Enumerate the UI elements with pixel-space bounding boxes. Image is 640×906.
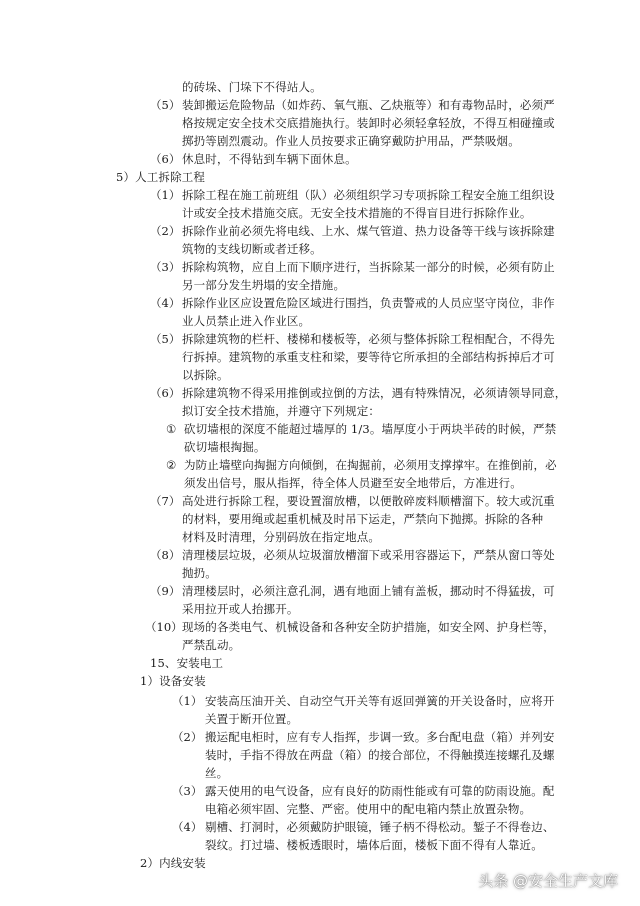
text-line: 为防止墙壁向掏掘方向倾倒，在掏掘前，必须用支撑撑牢。在推倒前，必	[184, 458, 557, 472]
item-number: （2）	[172, 730, 203, 744]
text-line: 拟订安全技术措施，并遵守下列规定：	[182, 404, 381, 418]
text-line: 搬运配电柜时，应有专人指挥，步调一致。多台配电盘（箱）并列安	[205, 730, 555, 744]
text-line: 严禁乱动。	[182, 638, 241, 652]
item-number: （4）	[150, 296, 181, 310]
item-number: （3）	[172, 784, 203, 798]
item-number: （8）	[150, 548, 181, 562]
text-line: 丝。	[205, 766, 229, 780]
watermark: 头条 @安全生产文库	[478, 872, 618, 890]
text-line: 行拆掉。建筑物的承重支柱和梁，要等待它所承担的全部结构拆掉后才可	[182, 350, 555, 364]
text-line: 业人员禁止进入作业区。	[182, 314, 311, 328]
text-line: 筑物的支线切断或者迁移。	[182, 242, 322, 256]
subsection-heading: 1）设备安装	[140, 674, 206, 688]
text-line: 剔槽、打洞时，必须戴防护眼镜，锤子柄不得松动。錾子不得卷边、	[205, 820, 555, 834]
text-line: 采用拉开或人抬挪开。	[182, 602, 299, 616]
text-line: 关置于断开位置。	[205, 712, 299, 726]
text-line: 须发出信号，服从指挥，待全体人员避至安全地带后，方准进行。	[184, 476, 522, 490]
item-number: （4）	[172, 820, 203, 834]
subsection-heading: 2）内线安装	[140, 856, 206, 870]
section-heading: 15、安装电工	[150, 656, 224, 670]
text-line: 抛扔。	[182, 566, 217, 580]
item-number: （2）	[150, 224, 181, 238]
text-line: 拆除建筑物的栏杆、楼梯和楼板等，必须与整体拆除工程相配合，不得先	[182, 332, 555, 346]
text-line: 以拆除。	[182, 368, 229, 382]
text-line: 拆除作业区应设置危险区域进行围挡，负责警戒的人员应坚守岗位，非作	[182, 296, 555, 310]
item-number: （6）	[150, 152, 181, 166]
text-line: 现场的各类电气、机械设备和各种安全防护措施，如安全网、护身栏等，	[182, 620, 555, 634]
section-heading: 5）人工拆除工程	[116, 170, 206, 184]
circled-number: ②	[166, 458, 177, 472]
text-line: 休息时，不得钻到车辆下面休息。	[182, 152, 357, 166]
text-line: 拆除作业前必须先将电线、上水、煤气管道、热力设备等干线与该拆除建	[182, 224, 555, 238]
text-line: 装卸搬运危险物品（如炸药、氧气瓶、乙炔瓶等）和有毒物品时，必须严	[182, 98, 555, 112]
text-line: 砍切墙根的深度不能超过墙厚的 1/3。墙厚度小于两块半砖的时候，严禁	[184, 422, 557, 436]
item-number: （5）	[150, 332, 181, 346]
text-line: 砍切墙根掏掘。	[184, 440, 266, 454]
item-number: （3）	[150, 260, 181, 274]
text-line: 掷扔等剧烈震动。作业人员按要求正确穿戴防护用品，严禁吸烟。	[182, 134, 520, 148]
item-number: （10）	[145, 620, 183, 634]
text-line: 的砖垛、门垛下不得站人。	[182, 80, 322, 94]
item-number: （1）	[172, 694, 203, 708]
text-line: 安装高压油开关、自动空气开关等有返回弹簧的开关设备时，应将开	[205, 694, 555, 708]
text-line: 电箱必须牢固、完整、严密。使用中的配电箱内禁止放置杂物。	[205, 802, 532, 816]
text-line: 露天使用的电气设备，应有良好的防雨性能或有可靠的防雨设施。配	[205, 784, 555, 798]
item-number: （1）	[150, 188, 181, 202]
text-line: 高处进行拆除工程，要设置溜放槽，以便散碎废料顺槽溜下。较大或沉重	[182, 494, 555, 508]
circled-number: ①	[166, 422, 177, 436]
text-line: 材料及时清理，分别码放在指定地点。	[182, 530, 381, 544]
text-line: 格按规定安全技术交底措施执行。装卸时必须轻拿轻放，不得互相碰撞或	[182, 116, 555, 130]
item-number: （9）	[150, 584, 181, 598]
text-line: 拆除工程在施工前班组（队）必须组织学习专项拆除工程安全施工组织设	[182, 188, 555, 202]
text-line: 计或安全技术措施交底。无安全技术措施的不得盲目进行拆除作业。	[182, 206, 532, 220]
text-line: 拆除构筑物，应自上而下顺序进行，当拆除某一部分的时候，必须有防止	[182, 260, 555, 274]
text-line: 装时，手指不得放在两盘（箱）的接合部位，不得触摸连接螺孔及螺	[205, 748, 555, 762]
text-line: 另一部分发生坍塌的安全措施。	[182, 278, 346, 292]
text-line: 的材料，要用绳或起重机械及时吊下运走，严禁向下抛掷。拆除的各种	[182, 512, 544, 526]
item-number: （6）	[150, 386, 181, 400]
text-line: 裂纹。打过墙、楼板透眼时，墙体后面，楼板下面不得有人靠近。	[205, 838, 543, 852]
text-line: 清理楼层时，必须注意孔洞，遇有地面上铺有盖板，挪动时不得猛拔，可	[182, 584, 555, 598]
text-line: 清理楼层垃圾，必须从垃圾溜放槽溜下或采用容器运下，严禁从窗口等处	[182, 548, 555, 562]
text-line: 拆除建筑物不得采用推倒或拉倒的方法，遇有特殊情况，必须请领导同意，	[182, 386, 567, 400]
item-number: （7）	[150, 494, 181, 508]
item-number: （5）	[150, 98, 181, 112]
